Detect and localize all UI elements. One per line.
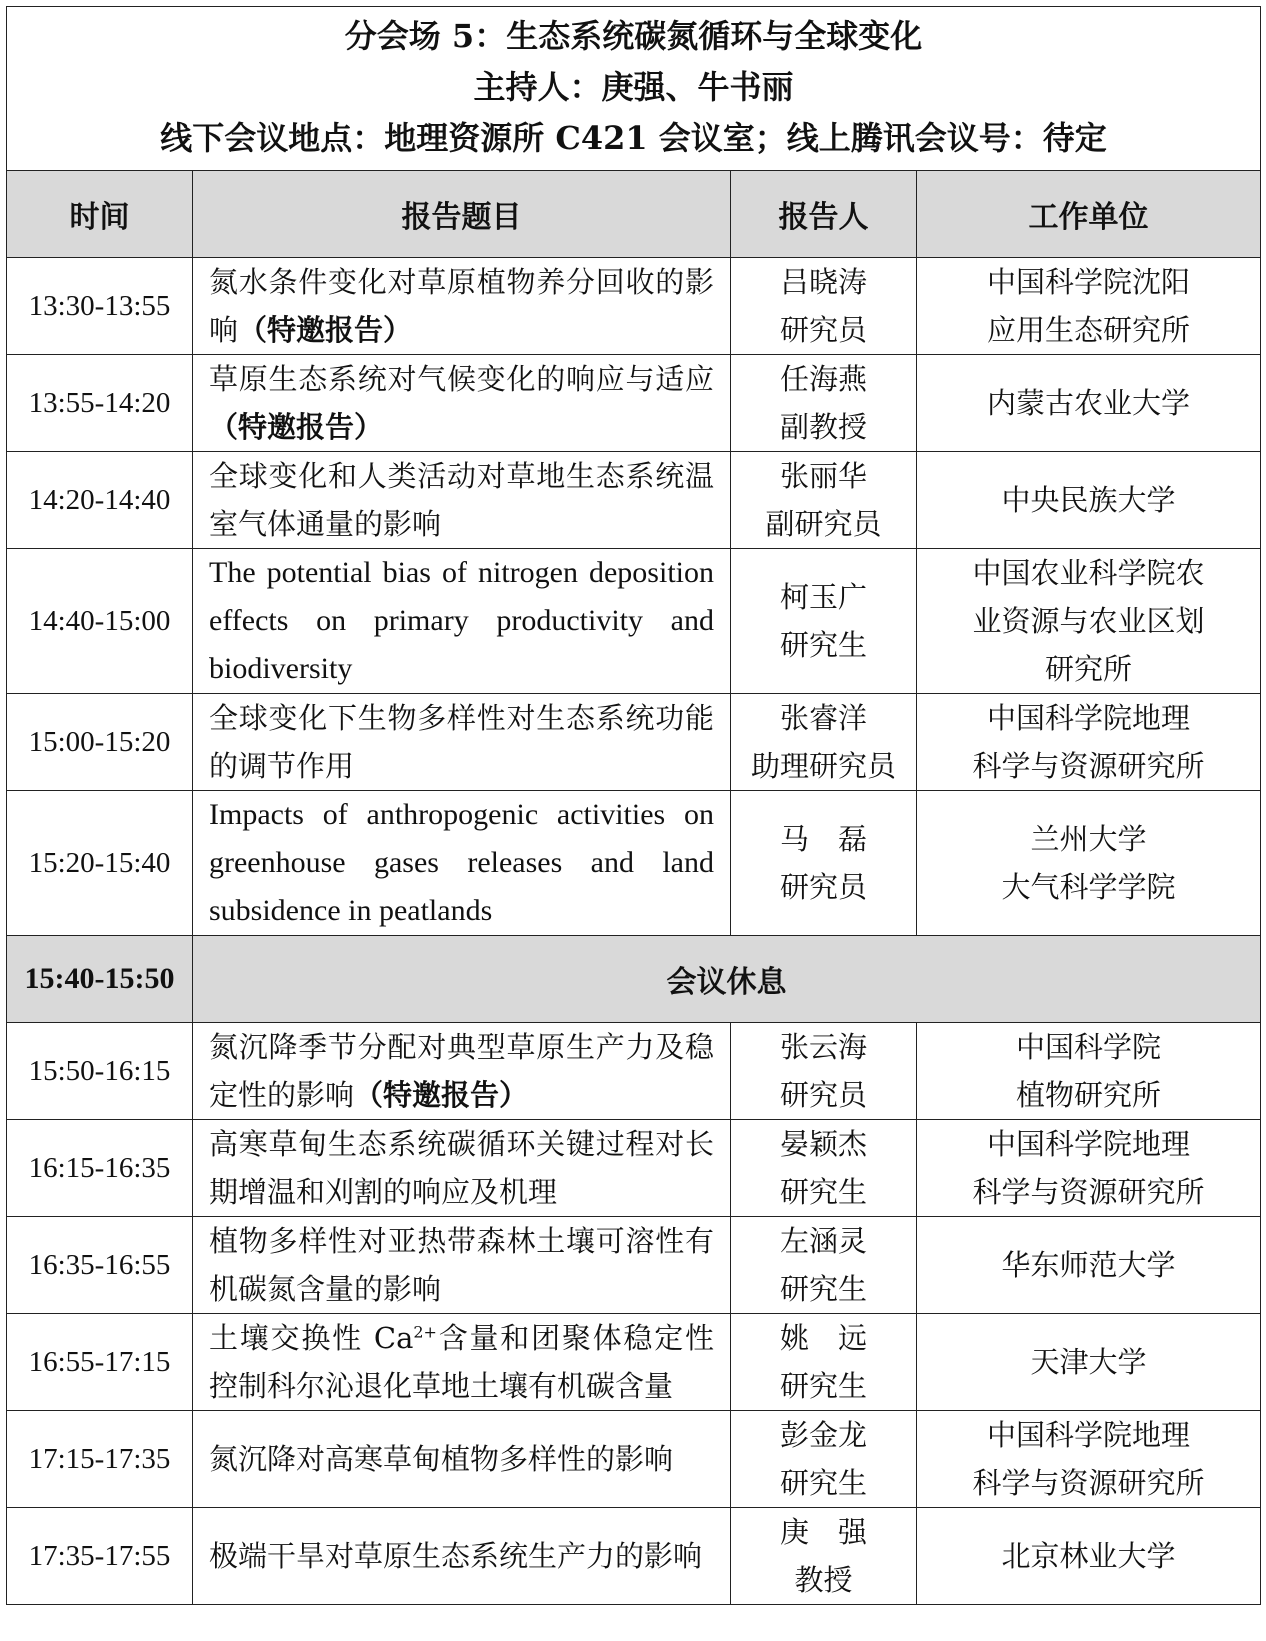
row-time: 16:35-16:55 bbox=[7, 1217, 193, 1314]
table-row bbox=[7, 1217, 1261, 1314]
schedule-rows-before-break bbox=[7, 258, 1261, 936]
speaker-position: 研究生 bbox=[779, 1272, 867, 1306]
table-row bbox=[7, 355, 1261, 452]
affiliation-line: 中国科学院 bbox=[1015, 1030, 1161, 1064]
speaker-position: 研究员 bbox=[779, 1078, 867, 1112]
title-text: 氮沉降季节分配对典型草原生产力及稳定性的影响 bbox=[209, 1030, 714, 1112]
affiliation-line: 中国科学院地理 bbox=[986, 701, 1190, 735]
invited-label: （特邀报告） bbox=[209, 410, 384, 444]
row-affiliation bbox=[917, 549, 1261, 694]
row-time: 17:35-17:55 bbox=[7, 1508, 193, 1605]
row-time: 14:40-15:00 bbox=[7, 549, 193, 694]
row-title bbox=[193, 1314, 731, 1411]
affiliation-line: 中国农业科学院农 bbox=[972, 556, 1205, 590]
title-text: 极端干旱对草原生态系统生产力的影响 bbox=[209, 1539, 703, 1573]
invited-label: （特邀报告） bbox=[354, 1078, 529, 1112]
affiliation-line: 植物研究所 bbox=[1015, 1078, 1161, 1112]
row-affiliation bbox=[917, 791, 1261, 936]
table-row bbox=[7, 258, 1261, 355]
table-row bbox=[7, 1314, 1261, 1411]
speaker-name: 晏颖杰 bbox=[779, 1127, 867, 1161]
title-text: 高寒草甸生态系统碳循环关键过程对长期增温和刈割的响应及机理 bbox=[209, 1127, 714, 1209]
speaker-name: 庚 强 bbox=[779, 1515, 867, 1549]
row-title bbox=[193, 549, 731, 694]
speaker-name: 张丽华 bbox=[779, 459, 867, 493]
row-time: 16:15-16:35 bbox=[7, 1120, 193, 1217]
row-time: 14:20-14:40 bbox=[7, 452, 193, 549]
table-row bbox=[7, 1023, 1261, 1120]
affiliation-line: 中国科学院地理 bbox=[986, 1418, 1190, 1452]
affiliation-line: 天津大学 bbox=[1030, 1345, 1147, 1379]
table-row bbox=[7, 1508, 1261, 1605]
speaker-position: 研究员 bbox=[779, 313, 867, 347]
title-text: 全球变化下生物多样性对生态系统功能的调节作用 bbox=[209, 701, 714, 783]
speaker-position: 副研究员 bbox=[765, 507, 882, 541]
speaker-name: 吕晓涛 bbox=[779, 265, 867, 299]
break-section bbox=[7, 936, 1261, 1023]
row-speaker bbox=[731, 1120, 917, 1217]
row-affiliation bbox=[917, 694, 1261, 791]
row-affiliation bbox=[917, 452, 1261, 549]
speaker-position: 助理研究员 bbox=[750, 749, 896, 783]
row-title bbox=[193, 1411, 731, 1508]
speaker-position: 研究生 bbox=[779, 1369, 867, 1403]
speaker-position: 研究生 bbox=[779, 1175, 867, 1209]
row-speaker bbox=[731, 549, 917, 694]
col-unit-header: 工作单位 bbox=[917, 171, 1261, 258]
row-speaker bbox=[731, 452, 917, 549]
title-text: 植物多样性对亚热带森林土壤可溶性有机碳氮含量的影响 bbox=[209, 1224, 714, 1306]
row-speaker bbox=[731, 1508, 917, 1605]
schedule-page bbox=[6, 6, 1260, 1605]
row-title bbox=[193, 1120, 731, 1217]
row-speaker bbox=[731, 1314, 917, 1411]
title-superscript: 2+ bbox=[413, 1322, 437, 1342]
speaker-position: 教授 bbox=[794, 1563, 853, 1597]
affiliation-line: 大气科学学院 bbox=[1001, 870, 1176, 904]
row-time: 13:30-13:55 bbox=[7, 258, 193, 355]
table-row bbox=[7, 549, 1261, 694]
speaker-name: 张睿洋 bbox=[779, 701, 867, 735]
session-title: 分会场 5：生态系统碳氮循环与全球变化 bbox=[344, 17, 923, 55]
affiliation-line: 中央民族大学 bbox=[1001, 483, 1176, 517]
row-time: 16:55-17:15 bbox=[7, 1314, 193, 1411]
affiliation-line: 内蒙古农业大学 bbox=[986, 386, 1190, 420]
affiliation-line: 业资源与农业区划 bbox=[972, 604, 1205, 638]
affiliation-line: 科学与资源研究所 bbox=[972, 1175, 1205, 1209]
row-time: 15:50-16:15 bbox=[7, 1023, 193, 1120]
row-speaker bbox=[731, 1411, 917, 1508]
row-affiliation bbox=[917, 355, 1261, 452]
title-text: 氮水条件变化对草原植物养分回收的影响 bbox=[209, 265, 714, 347]
col-title-header: 报告题目 bbox=[193, 171, 731, 258]
speaker-position: 研究员 bbox=[779, 870, 867, 904]
row-title bbox=[193, 1023, 731, 1120]
title-prefix: 土壤交换性 Ca bbox=[209, 1321, 414, 1355]
affiliation-line: 北京林业大学 bbox=[1001, 1539, 1176, 1573]
row-title bbox=[193, 791, 731, 936]
col-time-header: 时间 bbox=[7, 171, 193, 258]
speaker-name: 彭金龙 bbox=[779, 1418, 867, 1452]
column-header-row bbox=[7, 171, 1261, 258]
title-text: The potential bias of nitrogen deposition effects on primary productivity and biodiversity bbox=[209, 556, 714, 685]
table-row bbox=[7, 1120, 1261, 1217]
invited-label: （特邀报告） bbox=[238, 313, 413, 347]
schedule-rows-after-break bbox=[7, 1023, 1261, 1605]
break-time: 15:40-15:50 bbox=[7, 936, 193, 1023]
title-text: 含量和团聚体稳定性控制科尔沁退化草地土壤有机碳含量 bbox=[209, 1321, 714, 1403]
title-text: Impacts of anthropogenic activities on greenhouse gases releases and land subsidence in peatlands bbox=[209, 798, 714, 927]
speaker-position: 副教授 bbox=[779, 410, 867, 444]
speaker-name: 姚 远 bbox=[779, 1321, 867, 1355]
affiliation-line: 应用生态研究所 bbox=[986, 313, 1190, 347]
row-title bbox=[193, 1508, 731, 1605]
row-time: 15:00-15:20 bbox=[7, 694, 193, 791]
speaker-position: 研究生 bbox=[779, 628, 867, 662]
row-speaker bbox=[731, 1217, 917, 1314]
row-affiliation bbox=[917, 1217, 1261, 1314]
row-title bbox=[193, 355, 731, 452]
table-row bbox=[7, 1411, 1261, 1508]
schedule-table bbox=[6, 6, 1261, 1605]
affiliation-line: 兰州大学 bbox=[1030, 822, 1147, 856]
row-affiliation bbox=[917, 258, 1261, 355]
row-affiliation bbox=[917, 1508, 1261, 1605]
row-affiliation bbox=[917, 1023, 1261, 1120]
row-speaker bbox=[731, 694, 917, 791]
title-text: 氮沉降对高寒草甸植物多样性的影响 bbox=[209, 1442, 674, 1476]
row-affiliation bbox=[917, 1314, 1261, 1411]
row-time: 13:55-14:20 bbox=[7, 355, 193, 452]
row-speaker bbox=[731, 355, 917, 452]
table-row bbox=[7, 694, 1261, 791]
speaker-name: 马 磊 bbox=[779, 822, 867, 856]
break-row bbox=[7, 936, 1261, 1023]
affiliation-line: 华东师范大学 bbox=[1001, 1248, 1176, 1282]
session-location: 线下会议地点：地理资源所 C421 会议室；线上腾讯会议号：待定 bbox=[160, 119, 1107, 157]
speaker-name: 任海燕 bbox=[779, 362, 867, 396]
affiliation-line: 中国科学院地理 bbox=[986, 1127, 1190, 1161]
row-title bbox=[193, 694, 731, 791]
speaker-name: 柯玉广 bbox=[779, 580, 867, 614]
break-label: 会议休息 bbox=[193, 936, 1261, 1023]
row-affiliation bbox=[917, 1120, 1261, 1217]
table-row bbox=[7, 791, 1261, 936]
table-row bbox=[7, 452, 1261, 549]
title-text: 全球变化和人类活动对草地生态系统温室气体通量的影响 bbox=[209, 459, 714, 541]
title-text: 草原生态系统对气候变化的响应与适应 bbox=[209, 362, 714, 396]
col-speaker-header: 报告人 bbox=[731, 171, 917, 258]
speaker-name: 左涵灵 bbox=[779, 1224, 867, 1258]
row-affiliation bbox=[917, 1411, 1261, 1508]
affiliation-line: 科学与资源研究所 bbox=[972, 749, 1205, 783]
row-speaker bbox=[731, 258, 917, 355]
affiliation-line: 研究所 bbox=[1044, 652, 1132, 686]
row-title bbox=[193, 1217, 731, 1314]
row-time: 15:20-15:40 bbox=[7, 791, 193, 936]
affiliation-line: 科学与资源研究所 bbox=[972, 1466, 1205, 1500]
speaker-position: 研究生 bbox=[779, 1466, 867, 1500]
row-title bbox=[193, 258, 731, 355]
session-header bbox=[7, 7, 1261, 171]
speaker-name: 张云海 bbox=[779, 1030, 867, 1064]
row-title bbox=[193, 452, 731, 549]
row-speaker bbox=[731, 791, 917, 936]
affiliation-line: 中国科学院沈阳 bbox=[986, 265, 1190, 299]
session-hosts: 主持人：庚强、牛书丽 bbox=[473, 68, 794, 106]
row-speaker bbox=[731, 1023, 917, 1120]
row-time: 17:15-17:35 bbox=[7, 1411, 193, 1508]
